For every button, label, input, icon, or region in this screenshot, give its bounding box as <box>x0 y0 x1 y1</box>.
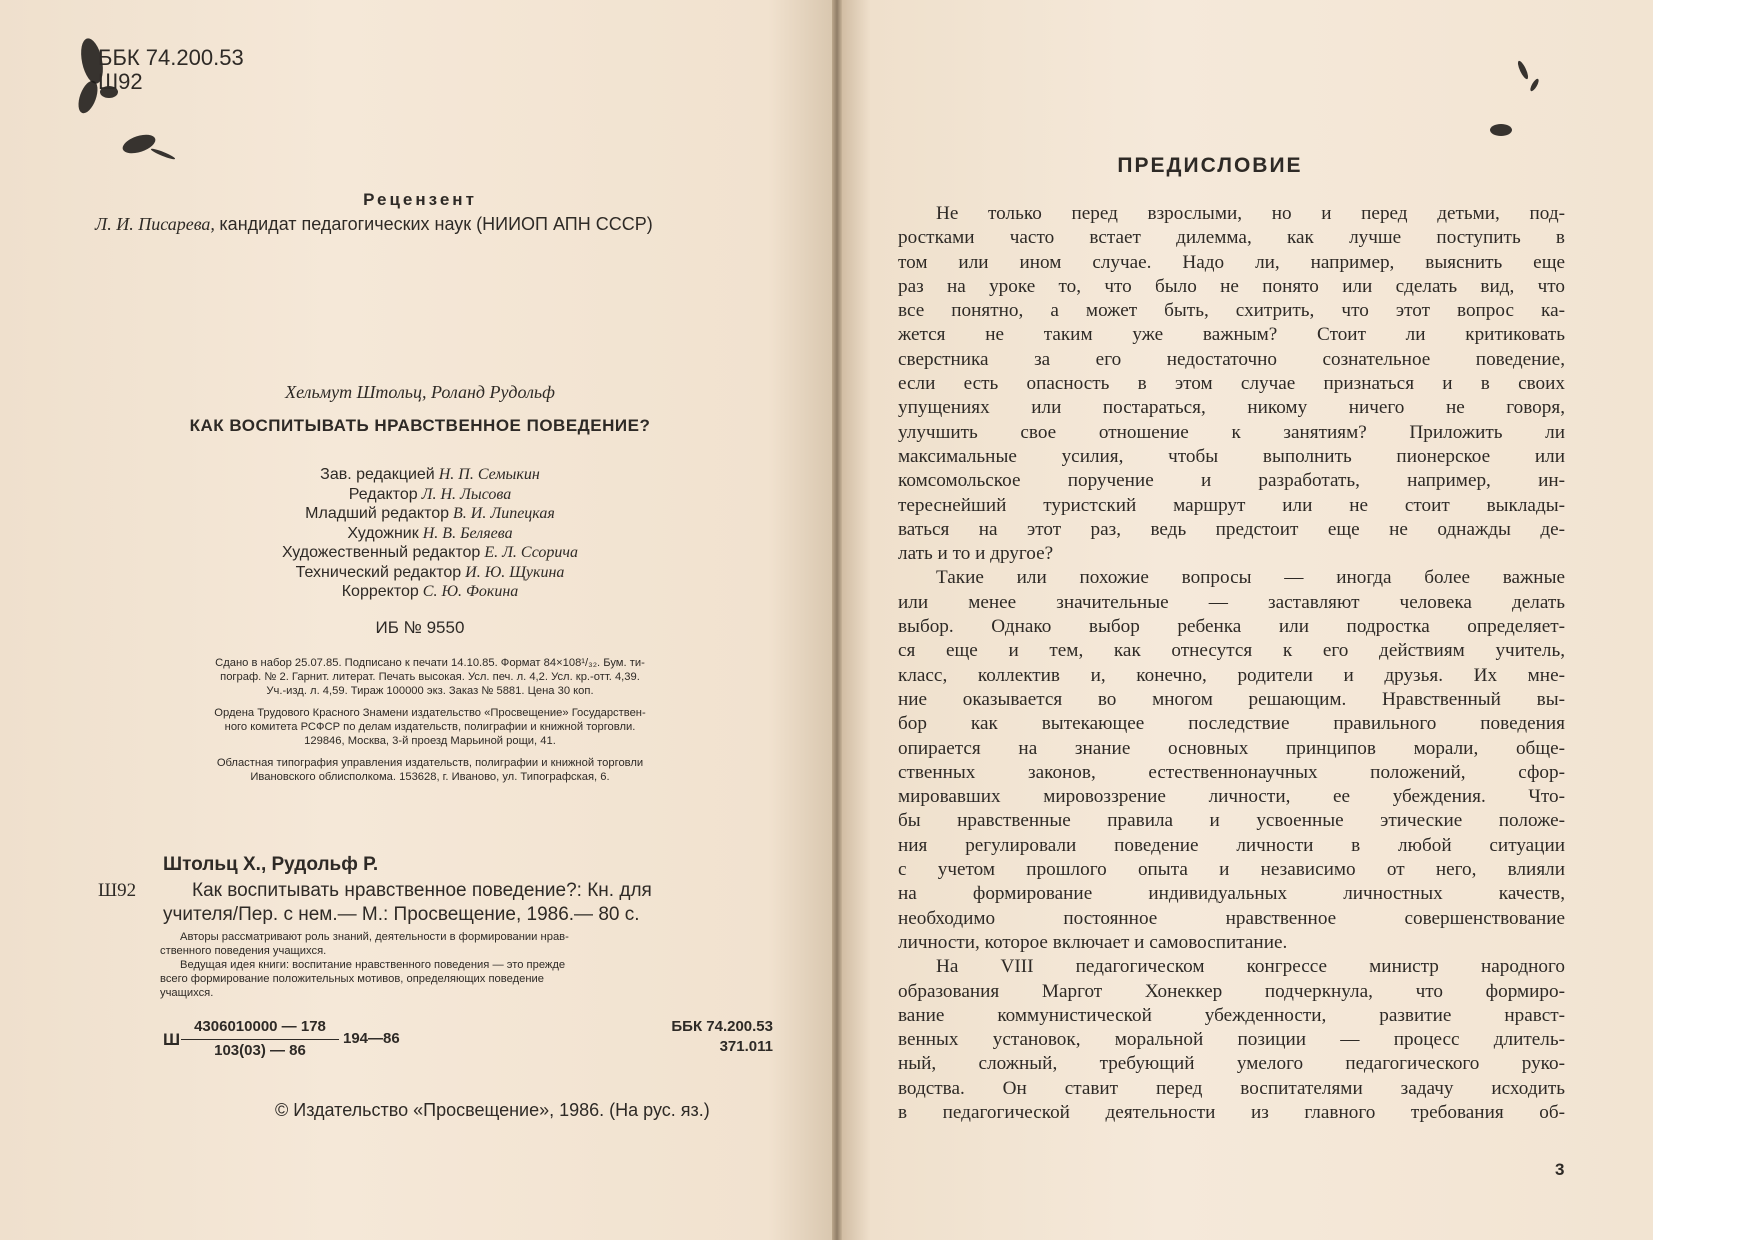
imprint-production: Сдано в набор 25.07.85. Подписано к печати 14.10.85. Формат 84×108¹/₃₂. Бум. ти- пограф. № 2. Гарнит. литерат. Печать высокая. Усл. печ. л. 4,2. Усл. кр.-отт. 4,39. Уч.-изд. л. 4,59. Тираж 100000 экз. Заказ № 5881. Цена 30 коп. <box>215 657 645 697</box>
reviewer-heading: Рецензент <box>363 190 477 209</box>
credit-line: Корректор С. Ю. Фокина <box>341 583 519 600</box>
catalog-card-heading: Штольц Х., Рудольф Р. <box>163 854 379 875</box>
formula-denominator: 103(03) — 86 <box>214 1042 306 1059</box>
catalog-bbk-sub: 371.011 <box>719 1038 773 1055</box>
preface-paragraph: Не только перед взрослыми, но и перед детьми, под- ростками часто встает дилемма, как лучше поступить в том или ином случае. Надо ли, например, выяснить еще раз на уроке то, что было не понято или сделать вид, что все понятно, а может быть, схитрить, что этот вопрос ка- жется не таким уже важным? Стоит ли критиковать сверстника за его недостаточно сознательное поведение, если есть опасность в этом случае признаться и в своих упущениях или постараться, никому ничего не говоря, улучшить свое отношение к занятиям? Приложить ли максимальные усилия, чтобы выполнить пионерское или комсомольское поручение и разработать, например, ин- тереснейший туристский маршрут или не стоит выклады- ваться на этот раз, ведь предстоит еще не однажды де- лать и то и другое? <box>898 203 1565 565</box>
book-gutter <box>832 0 842 1240</box>
catalog-annotation: Авторы рассматривают роль знаний, деятельности в формировании нрав- ственного поведения учащихся. Ведущая идея книги: воспитание нравственного поведения — это прежде всего формирование положительных мотивов, определяющих поведение учащихся. <box>160 931 569 999</box>
preface-paragraph: На VIII педагогическом конгрессе министр народного образования Маргот Хонеккер подчеркнула, что формиро- вание коммунистической убежденности, развитие нравст- венных установок, моральной позиции — процесс длитель- ный, сложный, требующий умелого педагогического руко- водства. Он ставит перед воспитателями задачу исходить в педагогической деятельности из главного требования об- <box>898 956 1565 1123</box>
author-mark: Ш92 <box>98 69 143 94</box>
formula-numerator: 4306010000 — 178 <box>194 1018 326 1035</box>
catalog-formula <box>163 1018 823 1062</box>
book-title: КАК ВОСПИТЫВАТЬ НРАВСТВЕННОЕ ПОВЕДЕНИЕ? <box>189 416 651 435</box>
page-number: 3 <box>1555 1160 1565 1179</box>
preface-body <box>898 202 1565 1125</box>
credit-line: Младший редактор В. И. Липецкая <box>305 505 555 522</box>
credit-line: Художественный редактор Е. Л. Ссорича <box>281 544 579 561</box>
copyright-line: © Издательство «Просвещение», 1986. (На рус. яз.) <box>275 1100 710 1120</box>
reviewer-credentials: кандидат педагогических наук (НИИОП АПН СССР) <box>219 214 653 234</box>
bbk-code: ББК 74.200.53 <box>98 45 244 70</box>
preface-heading: ПРЕДИСЛОВИЕ <box>1117 154 1303 177</box>
ib-number: ИБ № 9550 <box>375 618 465 637</box>
imprint-printer: Областная типография управления издательств, полиграфии и книжной торговли Ивановского облисполкома. 153628, г. Иваново, ул. Типографская, 6. <box>216 757 644 783</box>
imprint-block <box>90 656 770 784</box>
formula-letter: Ш <box>163 1030 181 1049</box>
catalog-card-line: Как воспитывать нравственное поведение?: Кн. для <box>192 880 652 901</box>
formula-suffix: 194—86 <box>343 1030 400 1047</box>
reviewer-line <box>95 214 755 235</box>
catalog-card-mark: Ш92 <box>98 880 137 901</box>
catalog-card-line: учителя/Пер. с нем.— М.: Просвещение, 1986.— 80 с. <box>163 904 640 925</box>
credit-line: Технический редактор И. Ю. Щукина <box>295 563 565 581</box>
classification-codes <box>98 46 244 94</box>
credit-line: Художник Н. В. Беляева <box>347 524 513 542</box>
preface-paragraph: Такие или похожие вопросы — иногда более важные или менее значительные — заставляют человека делать выбор. Однако выбор ребенка или подростка определяет- ся еще и тем, как отнесутся к его действиям учитель, класс, коллектив и, конечно, родители и друзья. Их мне- ние оказывается во многом решающим. Нравственный вы- бор как вытекающее последствие правильного поведения опирается на знание основных принципов морали, обще- ственных законов, естественнонаучных положений, сфор- мировавших мировоззрение личности, ее убеждения. Что- бы нравственные правила и усвоенные этические положе- ния регулировали поведение личности в любой ситуации с учетом прошлого опыта и независимо от него, влияли на формирование индивидуальных личностных качеств, необходимо постоянное нравственное совершенствование личности, которое включает и самовоспитание. <box>898 567 1565 953</box>
formula-fraction-line <box>181 1039 339 1040</box>
book-authors: Хельмут Штольц, Роланд Рудольф <box>285 382 555 402</box>
credits-list <box>220 465 640 602</box>
imprint-publisher: Ордена Трудового Красного Знамени издательство «Просвещение» Государствен- ного комитета РСФСР по делам издательств, полиграфии и книжной торговли. 129846, Москва, 3-й проезд Марьиной рощи, 41. <box>214 707 646 747</box>
credit-line: Редактор Л. Н. Лысова <box>348 485 512 503</box>
reviewer-name: Л. И. Писарева, <box>95 214 215 234</box>
credit-line: Зав. редакцией Н. П. Семыкин <box>320 466 540 483</box>
catalog-bbk: ББК 74.200.53 <box>671 1018 773 1035</box>
